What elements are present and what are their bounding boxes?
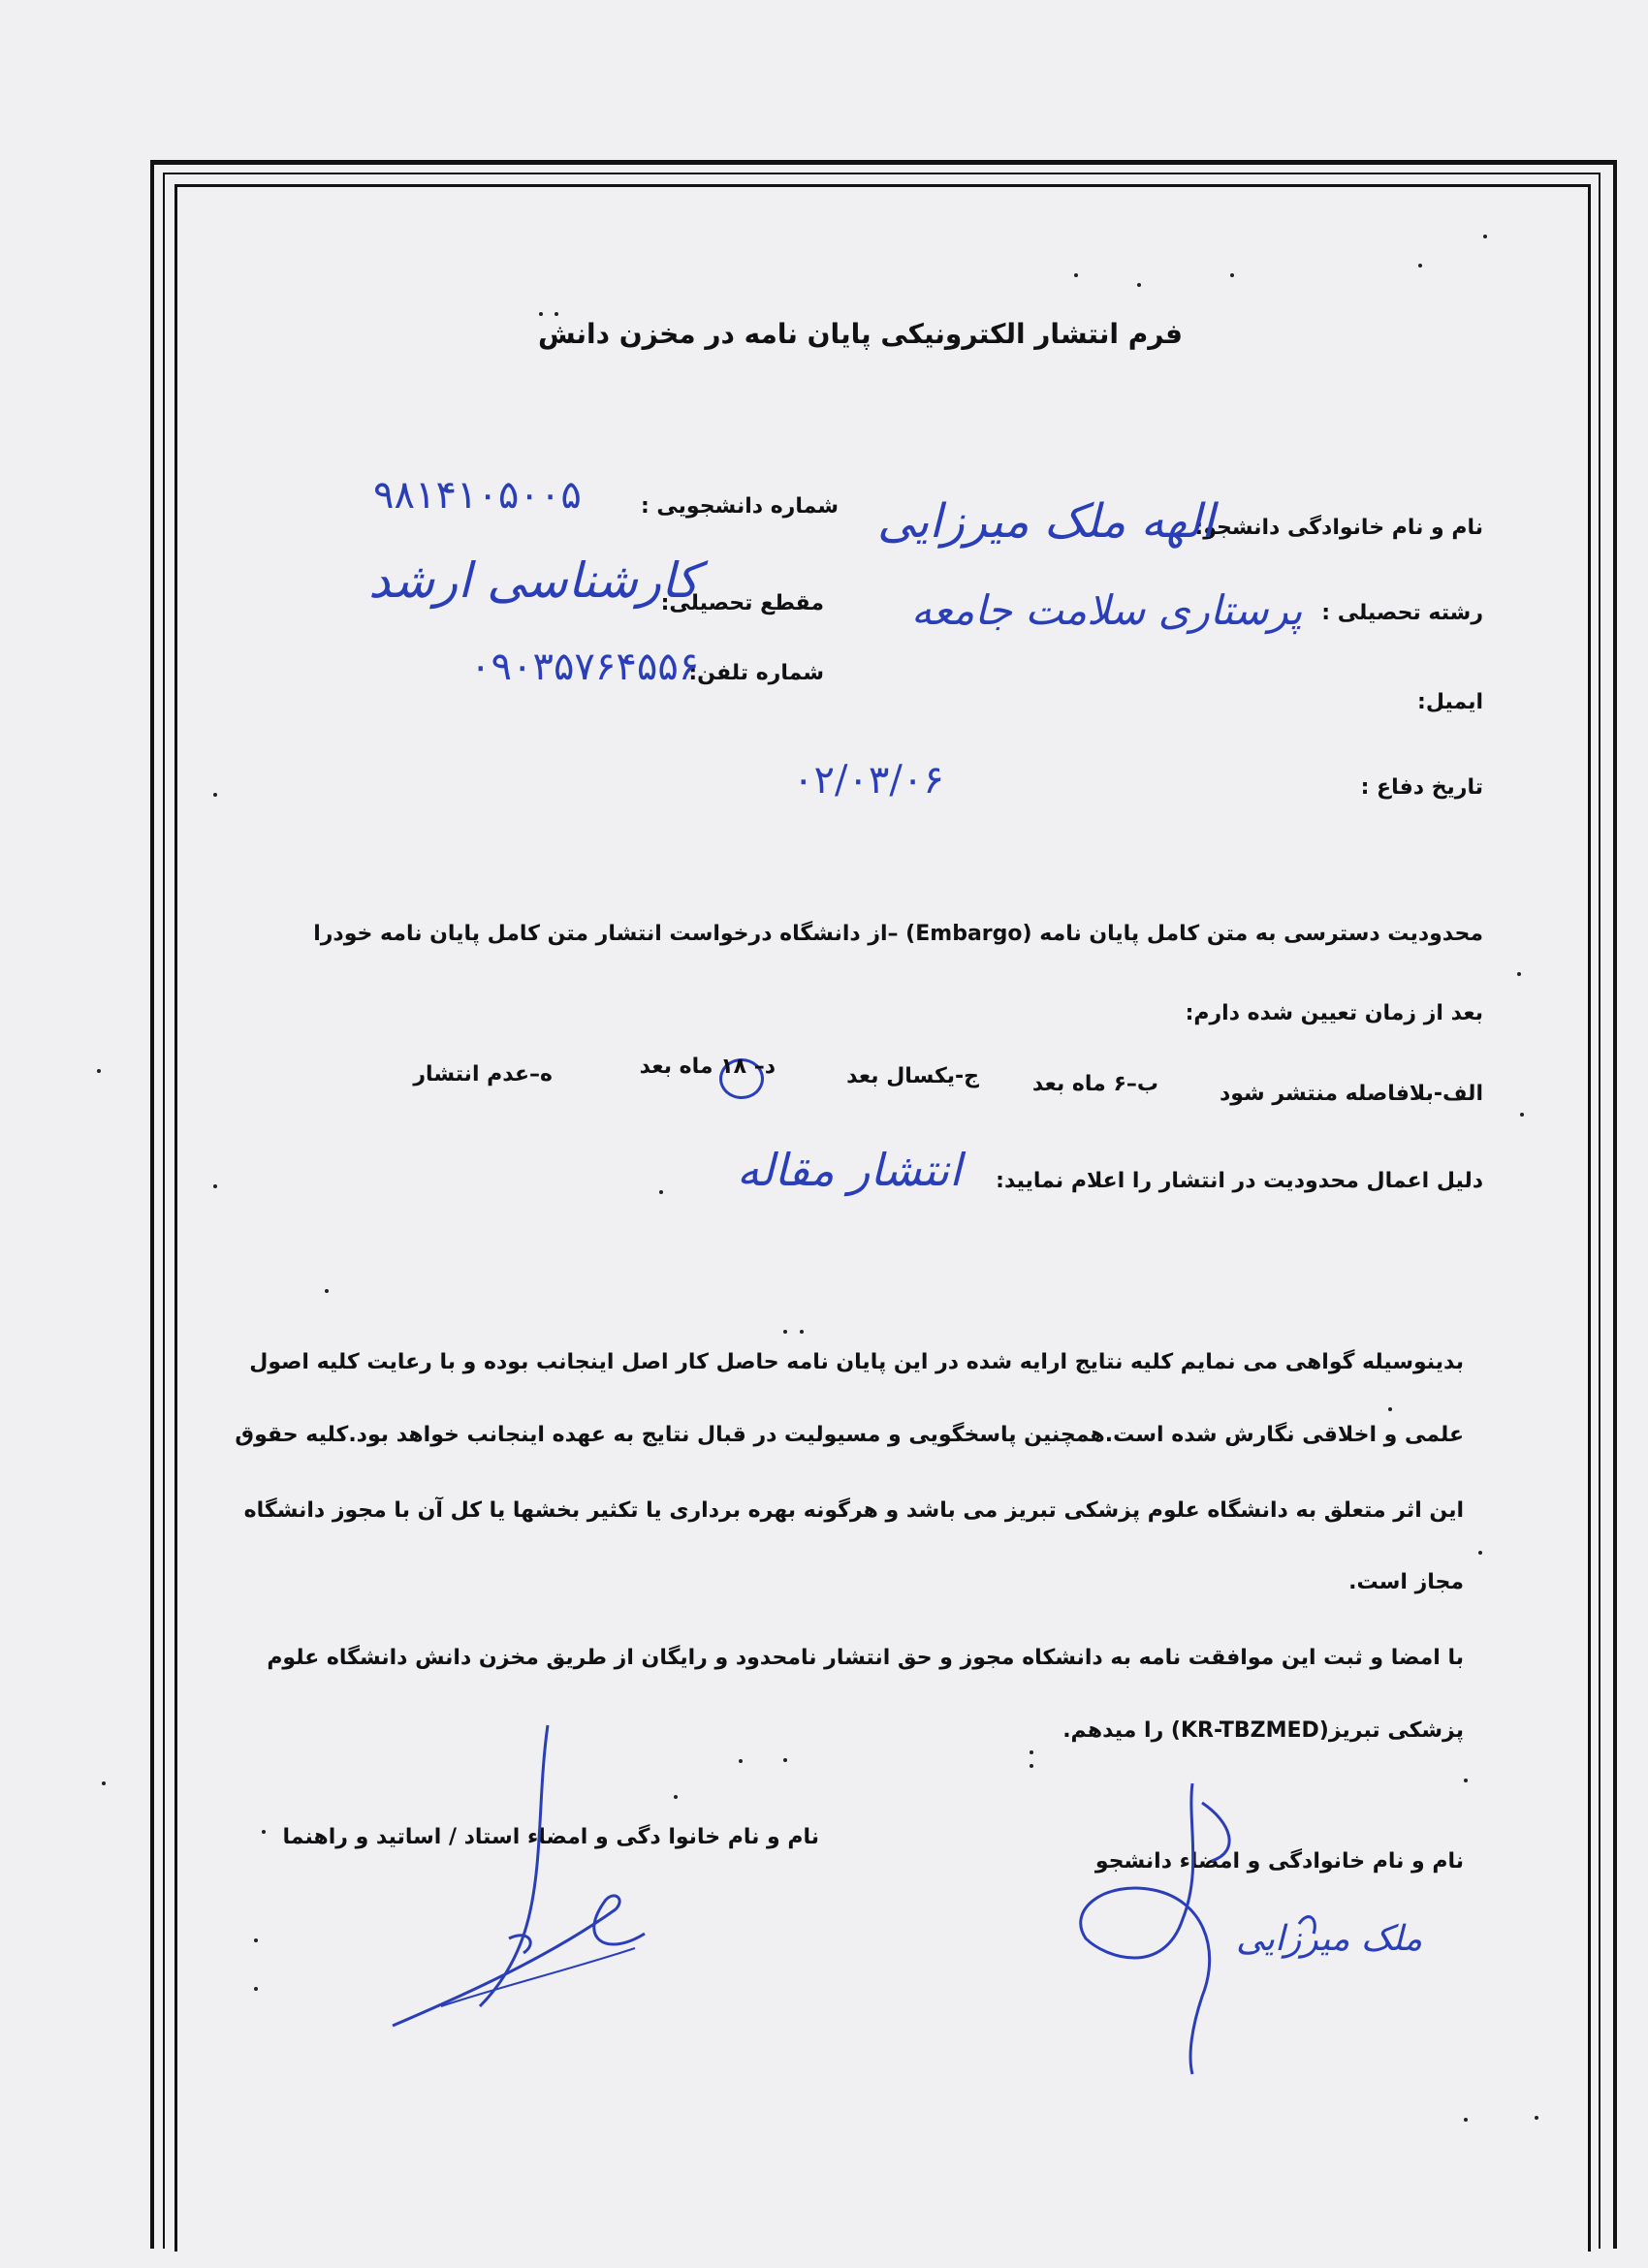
defense-date-label: تاریخ دفاع :: [1360, 775, 1483, 800]
speck: [102, 1781, 106, 1785]
speck: [262, 1830, 266, 1834]
degree-label: مقطع تحصیلی:: [660, 591, 824, 615]
supervisor-signature: [383, 1716, 693, 2035]
major-value: پرستاری سلامت جامعه: [911, 586, 1303, 634]
email-label: ایمیل:: [1417, 690, 1483, 714]
speck: [1074, 273, 1078, 277]
student-number-label: شماره دانشجویی :: [640, 494, 839, 519]
speck: [1464, 1779, 1468, 1782]
consent-line-1: با امضا و ثبت این موافقت نامه به دانشکاه مجوز و حق انتشار نامحدود و رایگان از طریق مخزن دانش دانشگاه علوم: [267, 1646, 1464, 1670]
student-signature-name: ملک میرزایی: [1236, 1919, 1423, 1959]
student-signature-label: نام و نام خانوادگی و امضاء دانشجو: [1094, 1849, 1464, 1874]
reason-value: انتشار مقاله: [737, 1144, 962, 1196]
degree-value: کارشناسی ارشد: [368, 552, 700, 609]
reason-label: دلیل اعمال محدودیت در انتشار را اعلام نمایید:: [996, 1169, 1483, 1193]
defense-date-value: ۰۲/۰۳/۰۶: [793, 758, 944, 803]
speck: [1517, 972, 1521, 976]
phone-label: شماره تلفن:: [688, 661, 824, 685]
declaration-line-4: مجاز است.: [1348, 1570, 1464, 1594]
speck: [659, 1190, 663, 1194]
phone-value: ۰۹۰۳۵۷۶۴۵۵۶: [470, 645, 700, 689]
speck: [539, 312, 543, 316]
option-18-months: د– ۱۸ ماه بعد: [639, 1055, 776, 1079]
speck: [1483, 235, 1487, 238]
embargo-line-2: بعد از زمان تعیین شده دارم:: [1185, 1001, 1483, 1025]
speck: [783, 1758, 787, 1762]
speck: [1030, 1750, 1033, 1754]
supervisor-signature-label: نام و نام خانوا دگی و امضاء استاد / اساتید و راهنما: [282, 1825, 819, 1849]
speck: [213, 793, 217, 797]
consent-line-2: پزشکی تبریز(KR-TBZMED) را میدهم.: [1062, 1718, 1464, 1743]
speck: [1535, 2116, 1538, 2120]
name-value: الهه ملک میرزایی: [877, 494, 1215, 549]
speck: [1388, 1407, 1392, 1411]
name-label: نام و نام خانوادگی دانشجو:: [1194, 516, 1483, 540]
speck: [1418, 264, 1422, 268]
option-6-months: ب–۶ ماه بعد: [1031, 1072, 1158, 1096]
option-immediate: الف-بلافاصله منتشر شود: [1219, 1082, 1483, 1106]
speck: [555, 312, 558, 316]
speck: [783, 1330, 787, 1334]
speck: [1478, 1551, 1482, 1555]
declaration-line-3: این اثر متعلق به دانشگاه علوم پزشکی تبریز می باشد و هرگونه بهره برداری یا تکثیر بخشها یا کل آن با مجوز دانشگاه: [243, 1498, 1464, 1523]
speck: [213, 1184, 217, 1188]
speck: [800, 1330, 804, 1334]
speck: [1030, 1764, 1033, 1768]
declaration-line-1: بدینوسیله گواهی می نمایم کلیه نتایج ارایه شده در این پایان نامه حاصل کار اصل اینجانب بوده و با رعایت کلیه اصول: [249, 1350, 1464, 1374]
major-label: رشته تحصیلی :: [1321, 601, 1483, 625]
speck: [1230, 273, 1234, 277]
option-no-publish: ه–عدم انتشار: [413, 1062, 553, 1087]
speck: [1520, 1113, 1524, 1117]
form-title: فرم انتشار الکترونیکی پایان نامه در مخزن دانش: [537, 318, 1183, 350]
speck: [674, 1795, 678, 1799]
speck: [1137, 283, 1141, 287]
speck: [739, 1759, 743, 1763]
speck: [254, 1938, 258, 1942]
speck: [97, 1069, 101, 1073]
student-number-value: ۹۸۱۴۱۰۵۰۰۵: [373, 473, 582, 518]
speck: [254, 1987, 258, 1991]
declaration-line-2: علمی و اخلاقی نگارش شده است.همچنین پاسخگویی و مسیولیت در قبال نتایج به عهده اینجانب خواهد بود.کلیه حقوق: [235, 1423, 1464, 1447]
option-1-year: ج-یکسال بعد: [846, 1064, 979, 1088]
speck: [1464, 2118, 1468, 2122]
embargo-line-1: محدودیت دسترسی به متن کامل پایان نامه (Embargo) –از دانشگاه درخواست انتشار متن کامل پایان نامه خودرا: [313, 922, 1483, 946]
speck: [325, 1289, 329, 1293]
